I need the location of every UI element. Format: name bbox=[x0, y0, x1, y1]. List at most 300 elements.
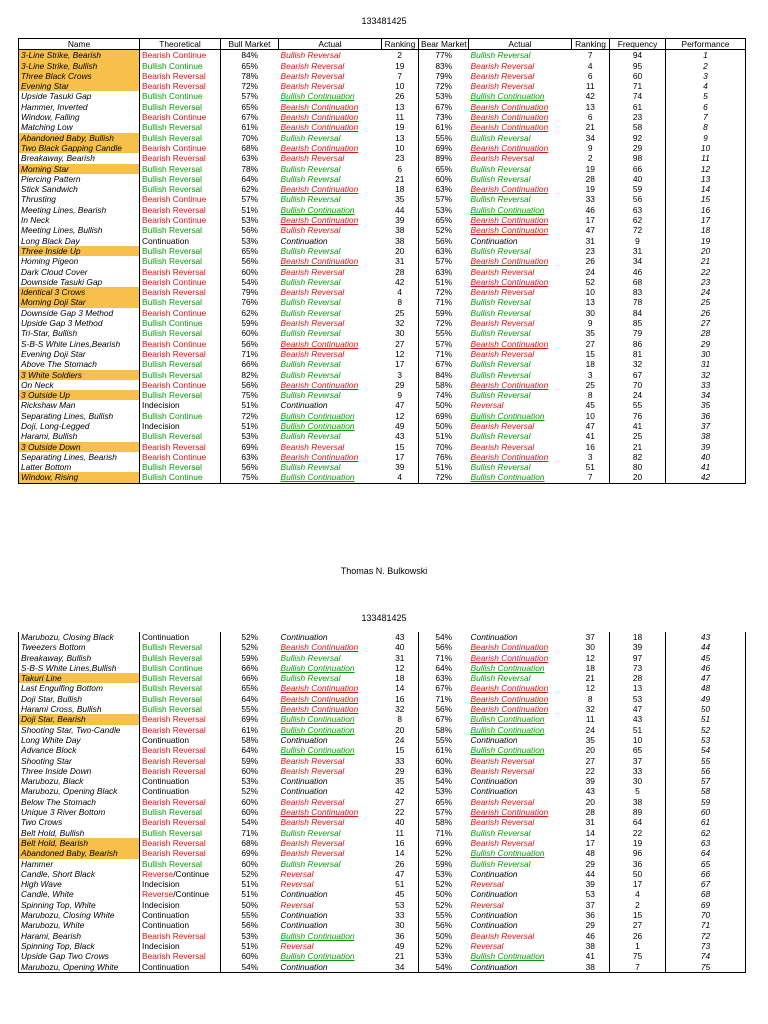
theoretical-cell: Bullish Reversal bbox=[140, 297, 221, 307]
table-row bbox=[19, 879, 746, 889]
bear-actual-cell: Bearish Reversal bbox=[470, 153, 535, 164]
bear-market-cell: 52% bbox=[419, 900, 469, 910]
frequency-cell: 22 bbox=[610, 828, 666, 838]
bull-actual-cell: Continuation bbox=[280, 235, 328, 246]
table-row bbox=[19, 174, 746, 184]
bear-ranking-cell: 24 bbox=[585, 266, 595, 277]
bear-actual-cell: Continuation bbox=[470, 632, 518, 642]
theoretical-cell: Bullish Reversal bbox=[140, 246, 221, 256]
bear-ranking-cell: 39 bbox=[585, 776, 595, 787]
performance-cell: 68 bbox=[666, 889, 746, 899]
bull-ranking-cell: 36 bbox=[395, 930, 405, 941]
bull-market-cell: 63% bbox=[221, 153, 279, 163]
pattern-name: Marubozu, White bbox=[19, 920, 140, 930]
table-row bbox=[19, 61, 746, 71]
pattern-name: Long White Day bbox=[19, 735, 140, 745]
theoretical-part: /Continue bbox=[173, 868, 210, 879]
table-row bbox=[19, 297, 746, 307]
performance-cell: 47 bbox=[666, 673, 746, 683]
table-row bbox=[19, 380, 746, 390]
bull-ranking-cell: 6 bbox=[397, 163, 403, 174]
theoretical-cell: Bearish Reversal bbox=[140, 81, 221, 91]
table-row bbox=[19, 287, 746, 297]
frequency-cell: 84 bbox=[610, 308, 666, 318]
bull-actual-cell: Bearish Continuation bbox=[280, 693, 359, 704]
table-row bbox=[19, 236, 746, 246]
bull-ranking-cell: 28 bbox=[395, 266, 405, 277]
table-row bbox=[19, 704, 746, 714]
theoretical-cell: Bearish Reversal bbox=[140, 848, 221, 858]
pattern-name: Downside Gap 3 Method bbox=[19, 308, 140, 318]
bull-actual-cell: Bullish Reversal bbox=[280, 132, 341, 143]
table-row bbox=[19, 683, 746, 693]
bull-ranking-cell: 22 bbox=[395, 807, 405, 818]
bear-actual-cell: Bearish Continuation bbox=[470, 693, 549, 704]
bear-ranking-cell: 45 bbox=[585, 400, 595, 411]
bull-actual-cell: Reversal bbox=[280, 868, 314, 879]
bear-market-cell: 76% bbox=[419, 452, 469, 462]
frequency-cell: 31 bbox=[610, 246, 666, 256]
theoretical-cell: Bearish Reversal bbox=[140, 205, 221, 215]
bull-ranking-cell: 8 bbox=[397, 297, 403, 308]
bull-actual-cell: Bearish Continuation bbox=[280, 338, 359, 349]
bull-actual-cell: Continuation bbox=[279, 962, 382, 973]
bear-market-cell: 73% bbox=[419, 112, 469, 122]
frequency-cell: 61 bbox=[610, 102, 666, 112]
table-row bbox=[19, 900, 746, 910]
theoretical-cell: Bearish Reversal bbox=[140, 797, 221, 807]
bull-ranking-cell: 21 bbox=[395, 951, 405, 962]
pattern-name: Takuri Line bbox=[19, 673, 140, 683]
theoretical-cell: Bullish Reversal bbox=[140, 256, 221, 266]
pattern-name: Window, Rising bbox=[19, 472, 140, 483]
theoretical-cell: Bullish Reversal bbox=[140, 370, 221, 380]
pattern-name: 3-Line Strike, Bearish bbox=[19, 50, 140, 61]
table-row bbox=[19, 442, 746, 452]
bull-ranking-cell: 17 bbox=[395, 359, 405, 370]
performance-cell: 72 bbox=[666, 931, 746, 941]
performance-cell: 36 bbox=[666, 411, 746, 421]
pattern-name: Matching Low bbox=[19, 122, 140, 132]
performance-cell: 29 bbox=[666, 339, 746, 349]
bear-ranking-cell: 10 bbox=[585, 287, 595, 298]
frequency-cell: 18 bbox=[610, 632, 666, 642]
performance-cell: 28 bbox=[666, 328, 746, 338]
table-row bbox=[19, 112, 746, 122]
performance-cell: 66 bbox=[666, 869, 746, 879]
bull-actual-cell: Continuation bbox=[280, 400, 328, 411]
bear-actual-cell: Bullish Continuation bbox=[470, 745, 545, 756]
bull-market-cell: 54% bbox=[221, 962, 279, 973]
bull-actual-cell: Bearish Reversal bbox=[280, 848, 345, 859]
pattern-name: S-B-S White Lines,Bearish bbox=[19, 339, 140, 349]
performance-cell: 26 bbox=[666, 308, 746, 318]
pattern-name: Homing Pigeon bbox=[19, 256, 140, 266]
bull-market-cell: 60% bbox=[221, 766, 279, 776]
pattern-name: 3 Outside Down bbox=[19, 442, 140, 452]
bull-market-cell: 64% bbox=[221, 694, 279, 704]
frequency-cell: 30 bbox=[610, 776, 666, 786]
bear-ranking-cell: 14 bbox=[585, 827, 595, 838]
bear-market-cell: 70% bbox=[419, 442, 469, 452]
table-row bbox=[19, 318, 746, 328]
bear-market-cell: 59% bbox=[419, 308, 469, 318]
bear-actual-cell: Bullish Continuation bbox=[470, 662, 545, 673]
bear-actual-cell: Bullish Continuation bbox=[470, 951, 545, 962]
performance-cell: 4 bbox=[666, 81, 746, 91]
frequency-cell: 98 bbox=[610, 153, 666, 163]
bull-ranking-cell: 14 bbox=[395, 848, 405, 859]
bear-market-cell: 54% bbox=[419, 632, 469, 642]
bull-market-cell: 56% bbox=[221, 339, 279, 349]
bear-ranking-cell: 26 bbox=[585, 256, 595, 267]
bear-market-cell: 52% bbox=[419, 941, 469, 951]
bear-ranking-cell: 41 bbox=[585, 951, 595, 962]
bull-actual-cell: Bullish Reversal bbox=[280, 276, 341, 287]
bear-actual-cell: Bearish Reversal bbox=[470, 348, 535, 359]
frequency-cell: 94 bbox=[610, 50, 666, 61]
frequency-cell: 26 bbox=[610, 931, 666, 941]
bear-actual-cell: Bullish Reversal bbox=[470, 328, 531, 339]
bear-market-cell: 56% bbox=[419, 642, 469, 652]
pattern-name: Advance Block bbox=[19, 745, 140, 755]
bear-ranking-cell: 21 bbox=[585, 673, 595, 684]
bull-market-cell: 51% bbox=[221, 879, 279, 889]
frequency-cell: 81 bbox=[610, 349, 666, 359]
theoretical-cell: Bullish Reversal bbox=[140, 359, 221, 369]
table-row bbox=[19, 133, 746, 143]
bear-market-cell: 52% bbox=[419, 848, 469, 858]
bull-actual-cell: Bullish Continuation bbox=[280, 930, 355, 941]
performance-cell: 65 bbox=[666, 859, 746, 869]
bear-actual-cell: Bullish Continuation bbox=[469, 472, 572, 483]
bull-actual-cell: Bearish Reversal bbox=[280, 60, 345, 71]
bear-market-cell: 60% bbox=[419, 756, 469, 766]
theoretical-cell: Bullish Continue bbox=[140, 472, 221, 483]
performance-cell: 6 bbox=[666, 102, 746, 112]
bear-market-cell: 61% bbox=[419, 122, 469, 132]
bear-market-cell: 71% bbox=[419, 297, 469, 307]
bear-market-cell: 58% bbox=[419, 817, 469, 827]
bear-actual-cell: Bearish Reversal bbox=[470, 266, 535, 277]
bear-ranking-cell: 53 bbox=[585, 889, 595, 900]
bear-market-cell: 58% bbox=[419, 380, 469, 390]
bear-ranking-cell: 44 bbox=[585, 868, 595, 879]
table-row bbox=[19, 390, 746, 400]
performance-cell: 40 bbox=[666, 452, 746, 462]
performance-cell: 25 bbox=[666, 297, 746, 307]
table-row bbox=[19, 122, 746, 132]
bear-actual-cell: Bullish Reversal bbox=[470, 431, 531, 442]
table-row bbox=[19, 889, 746, 899]
bear-ranking-cell: 33 bbox=[585, 194, 595, 205]
bull-actual-cell: Bullish Reversal bbox=[280, 194, 341, 205]
bull-ranking-cell: 3 bbox=[397, 369, 403, 380]
bull-actual-cell: Bullish Reversal bbox=[280, 297, 341, 308]
bull-actual-cell: Bearish Reversal bbox=[280, 81, 345, 92]
pattern-name: Spinning Top, Black bbox=[19, 941, 140, 951]
bull-ranking-cell: 26 bbox=[395, 858, 405, 869]
pattern-name: Upside Gap Two Crows bbox=[19, 951, 140, 961]
table-row bbox=[19, 714, 746, 724]
bull-ranking-cell: 4 bbox=[382, 472, 419, 483]
bull-ranking-cell: 23 bbox=[395, 153, 405, 164]
pattern-name: Evening Star bbox=[19, 81, 140, 91]
performance-cell: 22 bbox=[666, 267, 746, 277]
bull-actual-cell: Bearish Reversal bbox=[280, 817, 345, 828]
theoretical-cell: Bearish Reversal bbox=[140, 153, 221, 163]
performance-cell: 10 bbox=[666, 143, 746, 153]
bear-actual-cell: Bearish Reversal bbox=[470, 796, 535, 807]
bull-market-cell: 60% bbox=[221, 797, 279, 807]
theoretical-cell: Bearish Continue bbox=[140, 308, 221, 318]
bear-ranking-cell: 2 bbox=[587, 153, 593, 164]
bull-ranking-cell: 10 bbox=[395, 142, 405, 153]
bear-market-cell: 54% bbox=[419, 962, 469, 973]
theoretical-cell bbox=[140, 889, 221, 899]
bear-actual-cell: Bearish Continuation bbox=[470, 642, 549, 653]
bull-market-cell: 52% bbox=[221, 869, 279, 879]
theoretical-cell: Continuation bbox=[140, 735, 221, 745]
bear-actual-cell: Bearish Reversal bbox=[470, 441, 535, 452]
theoretical-cell: Continuation bbox=[140, 236, 221, 246]
bear-actual-cell: Bearish Continuation bbox=[470, 807, 549, 818]
pattern-name: 3 White Soldiers bbox=[19, 370, 140, 380]
frequency-cell: 32 bbox=[610, 359, 666, 369]
bull-market-cell: 52% bbox=[221, 642, 279, 652]
performance-cell: 51 bbox=[666, 714, 746, 724]
bull-ranking-cell: 11 bbox=[395, 112, 405, 123]
bear-actual-cell: Continuation bbox=[469, 962, 572, 973]
bull-ranking-cell: 9 bbox=[397, 390, 403, 401]
frequency-cell: 55 bbox=[610, 400, 666, 410]
header-performance: Performance bbox=[666, 39, 746, 50]
theoretical-cell: Continuation bbox=[140, 786, 221, 796]
bear-actual-cell: Bearish Continuation bbox=[470, 101, 549, 112]
theoretical-cell: Bearish Reversal bbox=[140, 349, 221, 359]
table-row bbox=[19, 817, 746, 827]
bear-actual-cell: Bearish Reversal bbox=[470, 817, 535, 828]
bear-actual-cell: Reversal bbox=[470, 940, 504, 951]
performance-cell: 17 bbox=[666, 215, 746, 225]
pattern-name: Marubozu, Closing White bbox=[19, 910, 140, 920]
theoretical-cell: Bullish Continue bbox=[140, 61, 221, 71]
theoretical-cell: Bullish Reversal bbox=[140, 673, 221, 683]
bear-actual-cell: Continuation bbox=[470, 776, 518, 787]
table-body-2 bbox=[19, 632, 746, 972]
pattern-name: Candle, White bbox=[19, 889, 140, 899]
bull-market-cell: 68% bbox=[221, 143, 279, 153]
bull-market-cell: 75% bbox=[221, 390, 279, 400]
bull-actual-cell: Bullish Continuation bbox=[280, 204, 355, 215]
bear-actual-cell: Bearish Continuation bbox=[470, 122, 549, 133]
table-row bbox=[19, 50, 746, 61]
bull-actual-cell: Continuation bbox=[280, 910, 328, 921]
performance-cell: 45 bbox=[666, 653, 746, 663]
frequency-cell: 86 bbox=[610, 339, 666, 349]
bear-ranking-cell: 51 bbox=[585, 462, 595, 473]
pattern-name: Below The Stomach bbox=[19, 797, 140, 807]
pattern-name: Long Black Day bbox=[19, 236, 140, 246]
performance-cell: 57 bbox=[666, 776, 746, 786]
bull-ranking-cell: 11 bbox=[395, 827, 405, 838]
bull-market-cell: 72% bbox=[221, 411, 279, 421]
bear-ranking-cell: 29 bbox=[585, 858, 595, 869]
frequency-cell: 85 bbox=[610, 318, 666, 328]
bull-market-cell: 65% bbox=[221, 61, 279, 71]
bull-actual-cell: Bullish Reversal bbox=[280, 50, 341, 61]
pattern-name: Harami, Bullish bbox=[19, 431, 140, 441]
table-row bbox=[19, 267, 746, 277]
pattern-name: Doji, Long-Legged bbox=[19, 421, 140, 431]
frequency-cell: 58 bbox=[610, 122, 666, 132]
bear-ranking-cell: 4 bbox=[587, 60, 593, 71]
frequency-cell: 56 bbox=[610, 194, 666, 204]
bull-ranking-cell: 35 bbox=[395, 194, 405, 205]
bull-market-cell: 53% bbox=[221, 431, 279, 441]
header-ranking-bear: Ranking bbox=[572, 39, 610, 50]
bear-actual-cell: Bearish Continuation bbox=[470, 256, 549, 267]
bull-ranking-cell: 21 bbox=[395, 173, 405, 184]
bull-market-cell: 65% bbox=[221, 246, 279, 256]
table-row bbox=[19, 797, 746, 807]
header-actual-bull: Actual bbox=[279, 39, 382, 50]
table-row bbox=[19, 462, 746, 472]
table-row bbox=[19, 277, 746, 287]
table-row bbox=[19, 786, 746, 796]
table-row bbox=[19, 400, 746, 410]
bull-actual-cell: Bullish Continuation bbox=[279, 472, 382, 483]
bull-market-cell: 69% bbox=[221, 848, 279, 858]
theoretical-cell: Bullish Reversal bbox=[140, 164, 221, 174]
bull-ranking-cell: 12 bbox=[395, 348, 405, 359]
performance-cell: 42 bbox=[666, 472, 746, 483]
theoretical-part: /Continue bbox=[173, 889, 210, 900]
bear-ranking-cell: 12 bbox=[585, 683, 595, 694]
performance-cell: 60 bbox=[666, 807, 746, 817]
bull-ranking-cell: 33 bbox=[395, 755, 405, 766]
bull-market-cell: 65% bbox=[221, 102, 279, 112]
theoretical-cell: Bearish Reversal bbox=[140, 725, 221, 735]
theoretical-cell bbox=[140, 869, 221, 879]
bear-ranking-cell: 3 bbox=[587, 451, 593, 462]
bear-ranking-cell: 20 bbox=[585, 796, 595, 807]
frequency-cell: 2 bbox=[610, 900, 666, 910]
performance-cell: 11 bbox=[666, 153, 746, 163]
pattern-name: Marubozu, Closing Black bbox=[19, 632, 140, 642]
bull-market-cell: 82% bbox=[221, 370, 279, 380]
bull-market-cell: 60% bbox=[221, 859, 279, 869]
bull-market-cell: 51% bbox=[221, 889, 279, 899]
bull-actual-cell: Bearish Reversal bbox=[280, 441, 345, 452]
pattern-name: Belt Hold, Bearish bbox=[19, 838, 140, 848]
bull-market-cell: 70% bbox=[221, 133, 279, 143]
bull-actual-cell: Continuation bbox=[280, 889, 328, 900]
performance-cell: 7 bbox=[666, 112, 746, 122]
bear-ranking-cell: 19 bbox=[585, 184, 595, 195]
pattern-name: Belt Hold, Bullish bbox=[19, 828, 140, 838]
pattern-table-1 bbox=[18, 38, 746, 484]
bull-actual-cell: Bearish Reversal bbox=[280, 70, 345, 81]
bull-ranking-cell: 15 bbox=[395, 441, 405, 452]
theoretical-cell: Bearish Continue bbox=[140, 215, 221, 225]
bear-actual-cell: Bullish Reversal bbox=[470, 359, 531, 370]
performance-cell: 44 bbox=[666, 642, 746, 652]
bear-market-cell: 53% bbox=[419, 786, 469, 796]
bull-market-cell: 63% bbox=[221, 452, 279, 462]
bear-market-cell: 65% bbox=[419, 797, 469, 807]
frequency-cell: 53 bbox=[610, 694, 666, 704]
theoretical-cell: Bullish Reversal bbox=[140, 807, 221, 817]
bull-ranking-cell: 39 bbox=[395, 215, 405, 226]
pattern-name: Rickshaw Man bbox=[19, 400, 140, 410]
frequency-cell: 70 bbox=[610, 380, 666, 390]
bull-ranking-cell: 2 bbox=[397, 50, 403, 61]
bear-actual-cell: Bullish Reversal bbox=[470, 307, 531, 318]
bull-market-cell: 51% bbox=[221, 205, 279, 215]
table-row bbox=[19, 694, 746, 704]
bear-ranking-cell: 47 bbox=[585, 225, 595, 236]
bull-market-cell: 71% bbox=[221, 828, 279, 838]
bull-ranking-cell: 47 bbox=[395, 868, 405, 879]
table-row bbox=[19, 869, 746, 879]
bear-actual-cell: Bullish Reversal bbox=[470, 390, 531, 401]
bull-market-cell: 62% bbox=[221, 308, 279, 318]
bull-actual-cell: Bullish Reversal bbox=[280, 307, 341, 318]
table-row bbox=[19, 308, 746, 318]
bear-market-cell: 59% bbox=[419, 859, 469, 869]
performance-cell: 3 bbox=[666, 71, 746, 81]
bull-ranking-cell: 40 bbox=[395, 817, 405, 828]
bull-ranking-cell: 45 bbox=[395, 889, 405, 900]
bear-actual-cell: Reversal bbox=[470, 899, 504, 910]
pattern-name: On Neck bbox=[19, 380, 140, 390]
frequency-cell: 25 bbox=[610, 431, 666, 441]
frequency-cell: 80 bbox=[610, 462, 666, 472]
bull-market-cell: 61% bbox=[221, 122, 279, 132]
bull-market-cell: 56% bbox=[221, 380, 279, 390]
bear-actual-cell: Bearish Continuation bbox=[470, 451, 549, 462]
bull-actual-cell: Continuation bbox=[280, 786, 328, 797]
frequency-cell: 66 bbox=[610, 164, 666, 174]
table-row bbox=[19, 776, 746, 786]
bear-ranking-cell: 13 bbox=[585, 297, 595, 308]
bull-actual-cell: Bullish Reversal bbox=[280, 173, 341, 184]
bear-market-cell: 72% bbox=[419, 472, 469, 483]
performance-cell: 67 bbox=[666, 879, 746, 889]
bear-market-cell: 50% bbox=[419, 400, 469, 410]
bear-market-cell: 56% bbox=[419, 236, 469, 246]
theoretical-cell: Bullish Continue bbox=[140, 411, 221, 421]
performance-cell: 21 bbox=[666, 256, 746, 266]
bear-actual-cell: Bearish Continuation bbox=[470, 215, 549, 226]
performance-cell: 12 bbox=[666, 164, 746, 174]
bear-actual-cell: Bearish Continuation bbox=[470, 704, 549, 715]
bear-actual-cell: Bearish Continuation bbox=[470, 683, 549, 694]
theoretical-cell: Bullish Reversal bbox=[140, 184, 221, 194]
performance-cell: 34 bbox=[666, 390, 746, 400]
bull-actual-cell: Bearish Reversal bbox=[280, 796, 345, 807]
table-row bbox=[19, 194, 746, 204]
bull-ranking-cell: 38 bbox=[395, 235, 405, 246]
frequency-cell: 20 bbox=[610, 472, 666, 483]
bear-ranking-cell: 8 bbox=[587, 390, 593, 401]
pattern-name: Meeting Lines, Bullish bbox=[19, 225, 140, 235]
theoretical-cell: Continuation bbox=[140, 910, 221, 920]
table-row bbox=[19, 164, 746, 174]
table-row bbox=[19, 735, 746, 745]
theoretical-cell: Bearish Reversal bbox=[140, 71, 221, 81]
